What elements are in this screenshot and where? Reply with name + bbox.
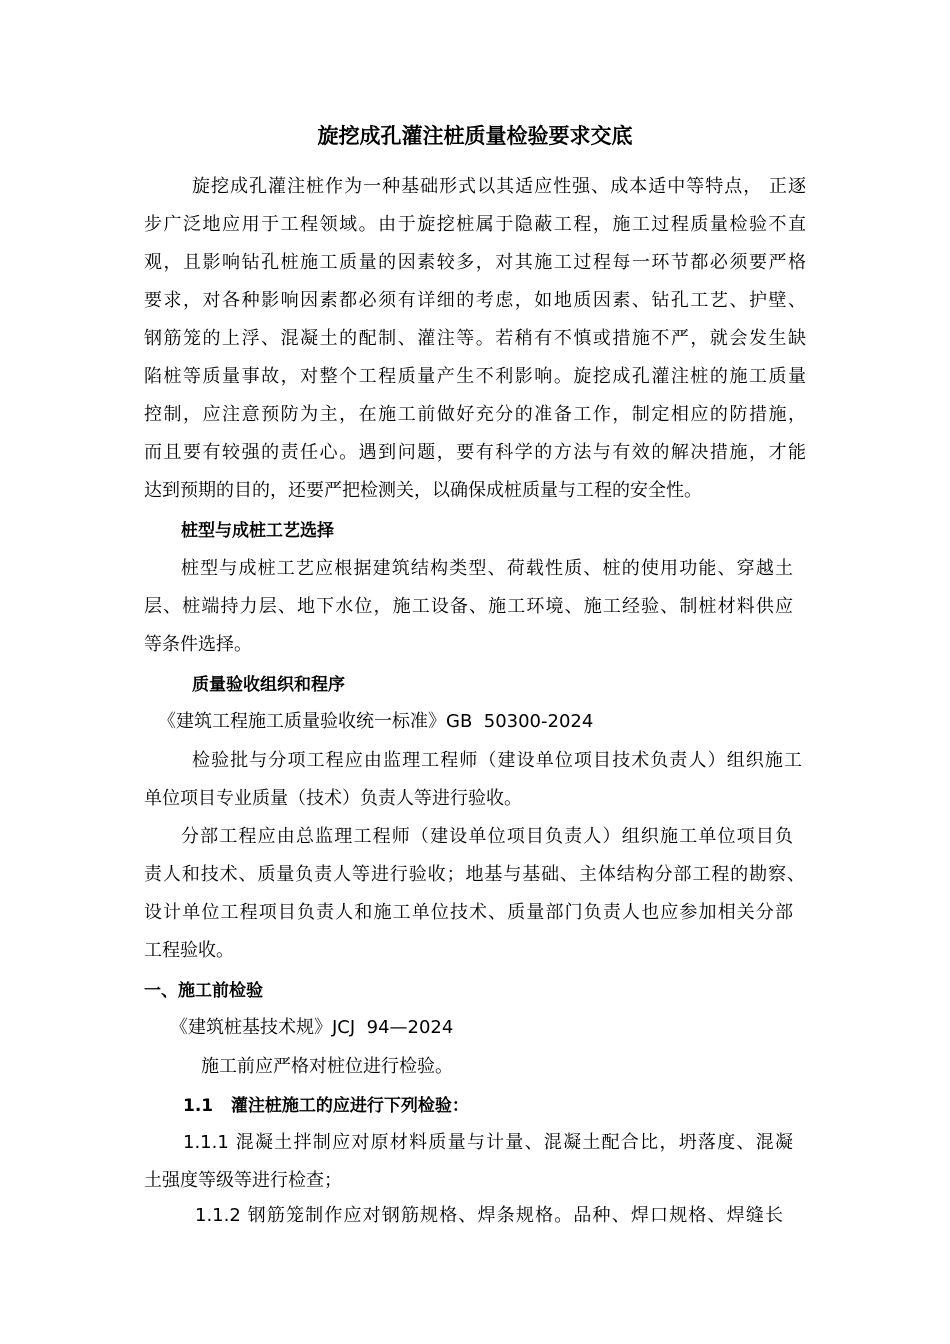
- section-heading-pile-type: 桩型与成桩工艺选择: [181, 521, 334, 541]
- section-heading-pre-construction: 一、施工前检验: [144, 981, 263, 1001]
- intro-line: 而且要有较强的责任心。遇到问题，要有科学的方法与有效的解决措施，才能: [144, 442, 806, 463]
- section-heading-acceptance: 质量验收组织和程序: [192, 675, 345, 695]
- acceptance-para2-line: 分部工程应由总监理工程师（建设单位项目负责人）组织施工单位项目负: [181, 826, 793, 847]
- acceptance-standard: 《建筑工程施工质量验收统一标准》GB 50300-2024: [158, 711, 594, 732]
- intro-line: 旋挖成孔灌注桩作为一种基础形式以其适应性强、成本适中等特点， 正逐: [192, 176, 806, 197]
- document-title: 旋挖成孔灌注桩质量检验要求交底: [317, 124, 633, 148]
- acceptance-para2-line: 设计单位工程项目负责人和施工单位技术、质量部门负责人也应参加相关分部: [144, 902, 793, 923]
- intro-line: 陷桩等质量事故，对整个工程质量产生不利影响。旋挖成孔灌注桩的施工质量: [144, 366, 806, 387]
- pile-type-line: 等条件选择。: [144, 634, 252, 655]
- acceptance-para1-line: 单位项目专业质量（技术）负责人等进行验收。: [144, 788, 522, 809]
- acceptance-para2-line: 工程验收。: [144, 940, 234, 961]
- intro-line: 观，且影响钻孔桩施工质量的因素较多，对其施工过程每一环节都必须要严格: [144, 252, 806, 273]
- acceptance-para2-line: 责人和技术、质量负责人等进行验收；地基与基础、主体结构分部工程的勘察、: [144, 864, 805, 885]
- item-1-1-2-line: 1.1.2 钢筋笼制作应对钢筋规格、焊条规格。品种、焊口规格、焊缝长: [195, 1205, 783, 1226]
- pre-construction-note: 施工前应严格对桩位进行检验。: [201, 1056, 453, 1077]
- acceptance-para1-line: 检验批与分项工程应由监理工程师（建设单位项目技术负责人）组织施工: [192, 750, 802, 771]
- intro-line: 要求，对各种影响因素都必须有详细的考虑，如地质因素、钻孔工艺、护壁、: [144, 290, 806, 311]
- intro-line: 步广泛地应用于工程领域。由于旋挖桩属于隐蔽工程，施工过程质量检验不直: [144, 214, 806, 235]
- intro-line: 钢筋笼的上浮、混凝土的配制、灌注等。若稍有不慎或措施不严，就会发生缺: [144, 328, 806, 349]
- item-1-1-1-line: 1.1.1 混凝土拌制应对原材料质量与计量、混凝土配合比，坍落度、混凝: [183, 1132, 793, 1153]
- pile-type-line: 桩型与成桩工艺应根据建筑结构类型、荷载性质、桩的使用功能、穿越土: [181, 558, 793, 579]
- pile-type-line: 层、桩端持力层、地下水位，施工设备、施工环境、施工经验、制桩材料供应: [144, 596, 793, 617]
- pre-construction-standard: 《建筑桩基技术规》JCJ 94—2024: [170, 1017, 454, 1038]
- intro-line: 控制，应注意预防为主，在施工前做好充分的准备工作，制定相应的防措施，: [144, 404, 806, 425]
- intro-line: 达到预期的目的，还要严把检测关，以确保成桩质量与工程的安全性。: [144, 480, 702, 501]
- item-1-1-1-line: 土强度等级等进行检查；: [144, 1170, 342, 1191]
- sub-heading-1-1: 1.1 灌注桩施工的应进行下列检验：: [183, 1096, 469, 1116]
